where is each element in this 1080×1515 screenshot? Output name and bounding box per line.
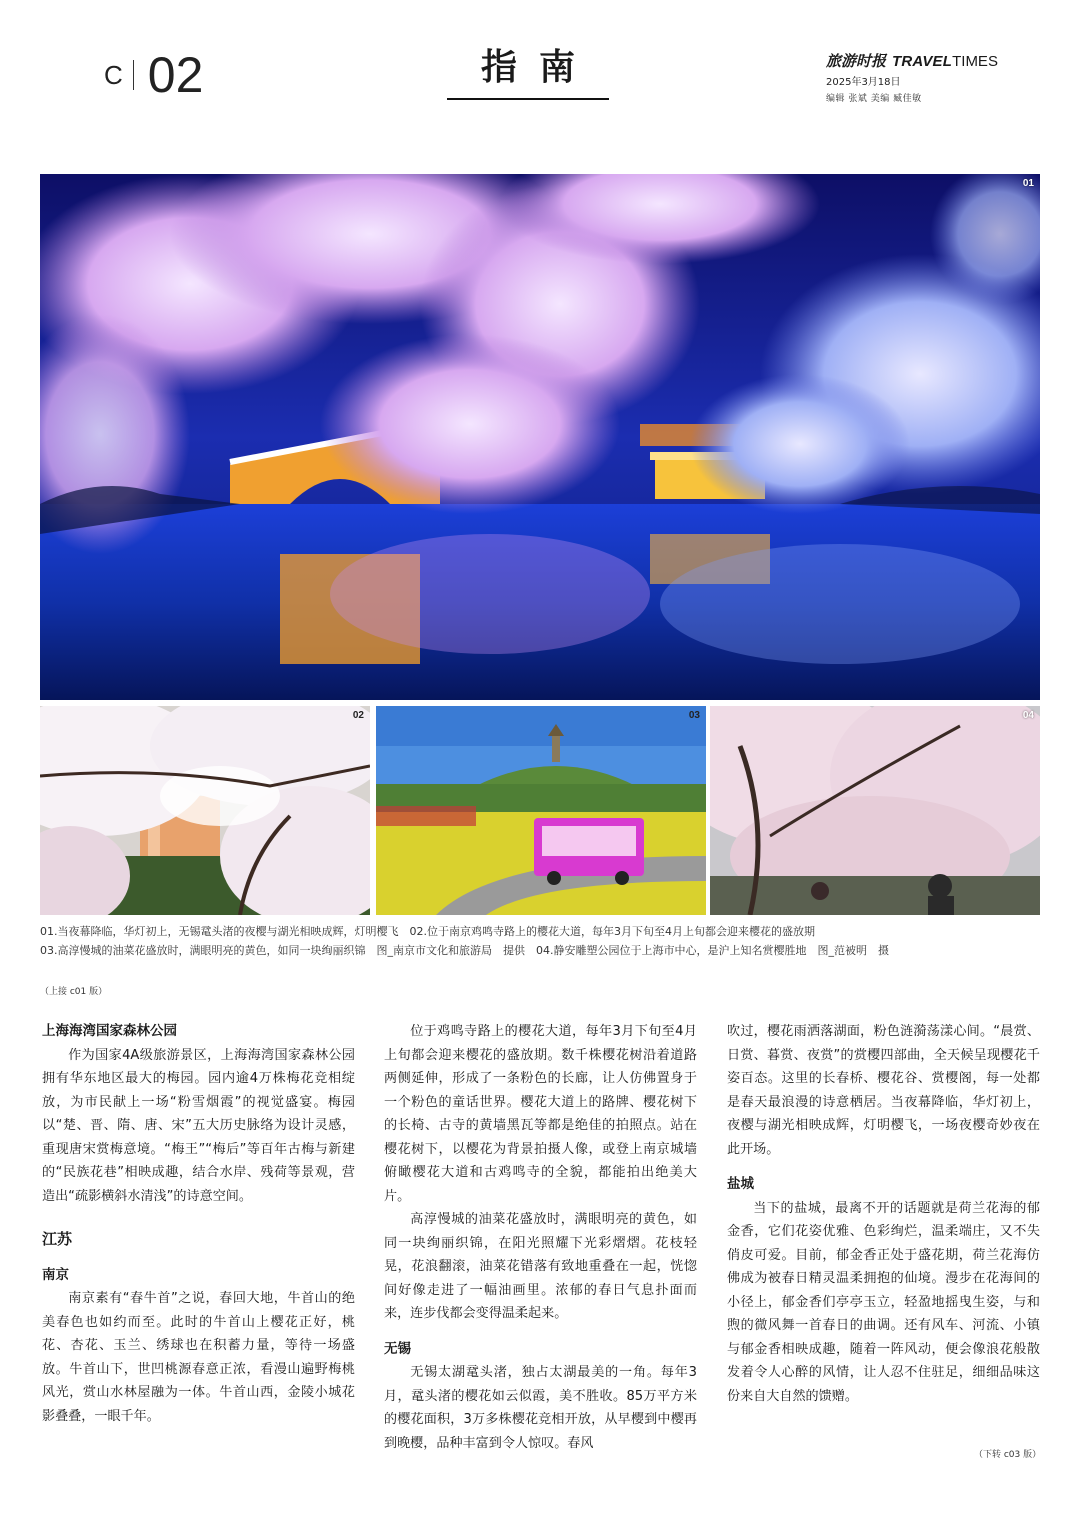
- paragraph: 高淳慢城的油菜花盛放时，满眼明亮的黄色，如同一块绚丽织锦，在阳光照耀下光彩熠熠。花枝轻晃，花浪翻滚，油菜花错落有致地重叠在一起，恍惚间好像走进了一幅油画里。浓郁的春日气息扑面而来，连步伐都会变得温柔起来。: [384, 1212, 697, 1321]
- section-letter: C: [104, 59, 133, 90]
- editors: 编辑 张斌 美编 臧佳敏: [826, 94, 922, 104]
- photo-number: 01: [1022, 178, 1034, 189]
- continued-from: （上接 c01 版）: [40, 987, 108, 997]
- caption-line: 03.高淳慢城的油菜花盛放时，满眼明亮的黄色，如同一块绚丽织锦 图_南京市文化和旅游局 提供 04.静安雕塑公园位于上海市中心，是沪上知名赏樱胜地 图_范被明 摄: [40, 944, 889, 957]
- paragraph: 当下的盐城，最离不开的话题就是荷兰花海的郁金香，它们花姿优雅、色彩绚烂，温柔端庄，又不失俏皮可爱。目前，郁金香正处于盛花期，荷兰花海仿佛成为被春日精灵温柔拥抱的仙境。漫步在花海间的小径上，郁金香们亭亭玉立，轻盈地摇曳生姿，与和煦的微风舞一首春日的曲调。还有风车、河流、小镇与郁金香相映成趣，随着一阵风动，便会像浪花般散发着令人心醉的风情，让人忍不住驻足，细细品味这份来自大自然的馈赠。: [727, 1200, 1040, 1404]
- brand-name-en: TRAVEL: [892, 53, 953, 70]
- paragraph: 吹过，樱花雨洒落湖面，粉色涟漪荡漾心间。“晨赏、日赏、暮赏、夜赏”的赏樱四部曲，全天候呈现樱花千姿百态。这里的长春桥、樱花谷、赏樱阁，每一处都是春天最浪漫的诗意栖居。当夜幕降临，华灯初上，夜樱与湖光相映成辉，灯明樱飞，一场夜樱奇妙夜在此开场。: [727, 1024, 1040, 1157]
- caption-line: 01.当夜幕降临，华灯初上，无锡鼋头渚的夜樱与湖光相映成辉，灯明樱飞 02.位于南京鸡鸣寺路上的樱花大道，每年3月下旬至4月上旬都会迎来樱花的盛放期: [40, 925, 815, 938]
- region-heading-jiangsu: 江苏: [42, 1230, 73, 1248]
- paragraph: 南京素有“春牛首”之说，春回大地，牛首山的绝美春色也如约而至。此时的牛首山上樱花正好，桃花、杏花、玉兰、绣球也在积蓄力量，等待一场盛放。牛首山下，世凹桃源春意正浓，看漫山遍野梅桃风光，赏山水林屋融为一体。牛首山西，金陵小城花影叠叠，一眼千年。: [42, 1291, 355, 1424]
- photo-number: 04: [1022, 710, 1034, 721]
- page-number: 02: [147, 47, 204, 103]
- photo-cherry-avenue: [40, 706, 370, 915]
- section-heading-yancheng: 盐城: [727, 1176, 754, 1192]
- paragraph: 位于鸡鸣寺路上的樱花大道，每年3月下旬至4月上旬都会迎来樱花的盛放期。数千株樱花树沿着道路两侧延伸，形成了一条粉色的长廊，让人仿佛置身于一个粉色的童话世界。樱花大道上的路牌、樱花树下的长椅、古寺的黄墙黑瓦等都是绝佳的拍照点。站在樱花树下，以樱花为背景拍摄人像，或登上南京城墙俯瞰樱花大道和古鸡鸣寺的全貌，都能拍出绝美大片。: [384, 1024, 697, 1204]
- section-divider: [133, 60, 134, 90]
- section-heading-wuxi: 无锡: [384, 1340, 411, 1357]
- continued-to: （下转 c03 版）: [974, 1450, 1042, 1460]
- masthead: [826, 50, 1026, 104]
- section-marker: [104, 47, 204, 103]
- paragraph: 无锡太湖鼋头渚，独占太湖最美的一角。每年3月，鼋头渚的樱花如云似霞，美不胜收。85万平方米的樱花面积，3万多株樱花竞相开放，从早樱到中樱再到晚樱，品种丰富到令人惊叹。春风: [384, 1365, 697, 1451]
- paragraph: 作为国家4A级旅游景区，上海海湾国家森林公园拥有华东地区最大的梅园。园内逾4万株梅花竞相绽放，为市民献上一场“粉雪烟霞”的视觉盛宴。梅园以“楚、晋、隋、唐、宋”五大历史脉络为设计灵感，重现唐宋赏梅意境。“梅王”“梅后”等百年古梅与新建的“民族花巷”相映成趣，结合水岸、残荷等景观，营造出“疏影横斜水清浅”的诗意空间。: [42, 1047, 355, 1204]
- section-heading-nanjing: 南京: [42, 1266, 69, 1283]
- photo-captions: [40, 922, 1040, 960]
- brand-name-en-light: TIMES: [952, 53, 998, 70]
- page-title: 指南: [447, 42, 609, 100]
- photo-sculpture-park-cherry: [710, 706, 1040, 915]
- brand-name-cn: 旅游时报: [826, 52, 887, 70]
- brand-logo: [826, 50, 1026, 71]
- article-column-3: [727, 1020, 1040, 1408]
- article-column-1: [42, 1020, 355, 1428]
- photo-number: 02: [352, 710, 364, 721]
- photo-rapeseed-flowers: [376, 706, 706, 915]
- issue-date: 2025年3月18日: [826, 77, 901, 88]
- photo-number: 03: [688, 710, 700, 721]
- section-heading-shanghai: 上海海湾国家森林公园: [42, 1023, 177, 1039]
- photo-night-cherry-blossom: [40, 174, 1040, 700]
- article-column-2: [384, 1020, 697, 1455]
